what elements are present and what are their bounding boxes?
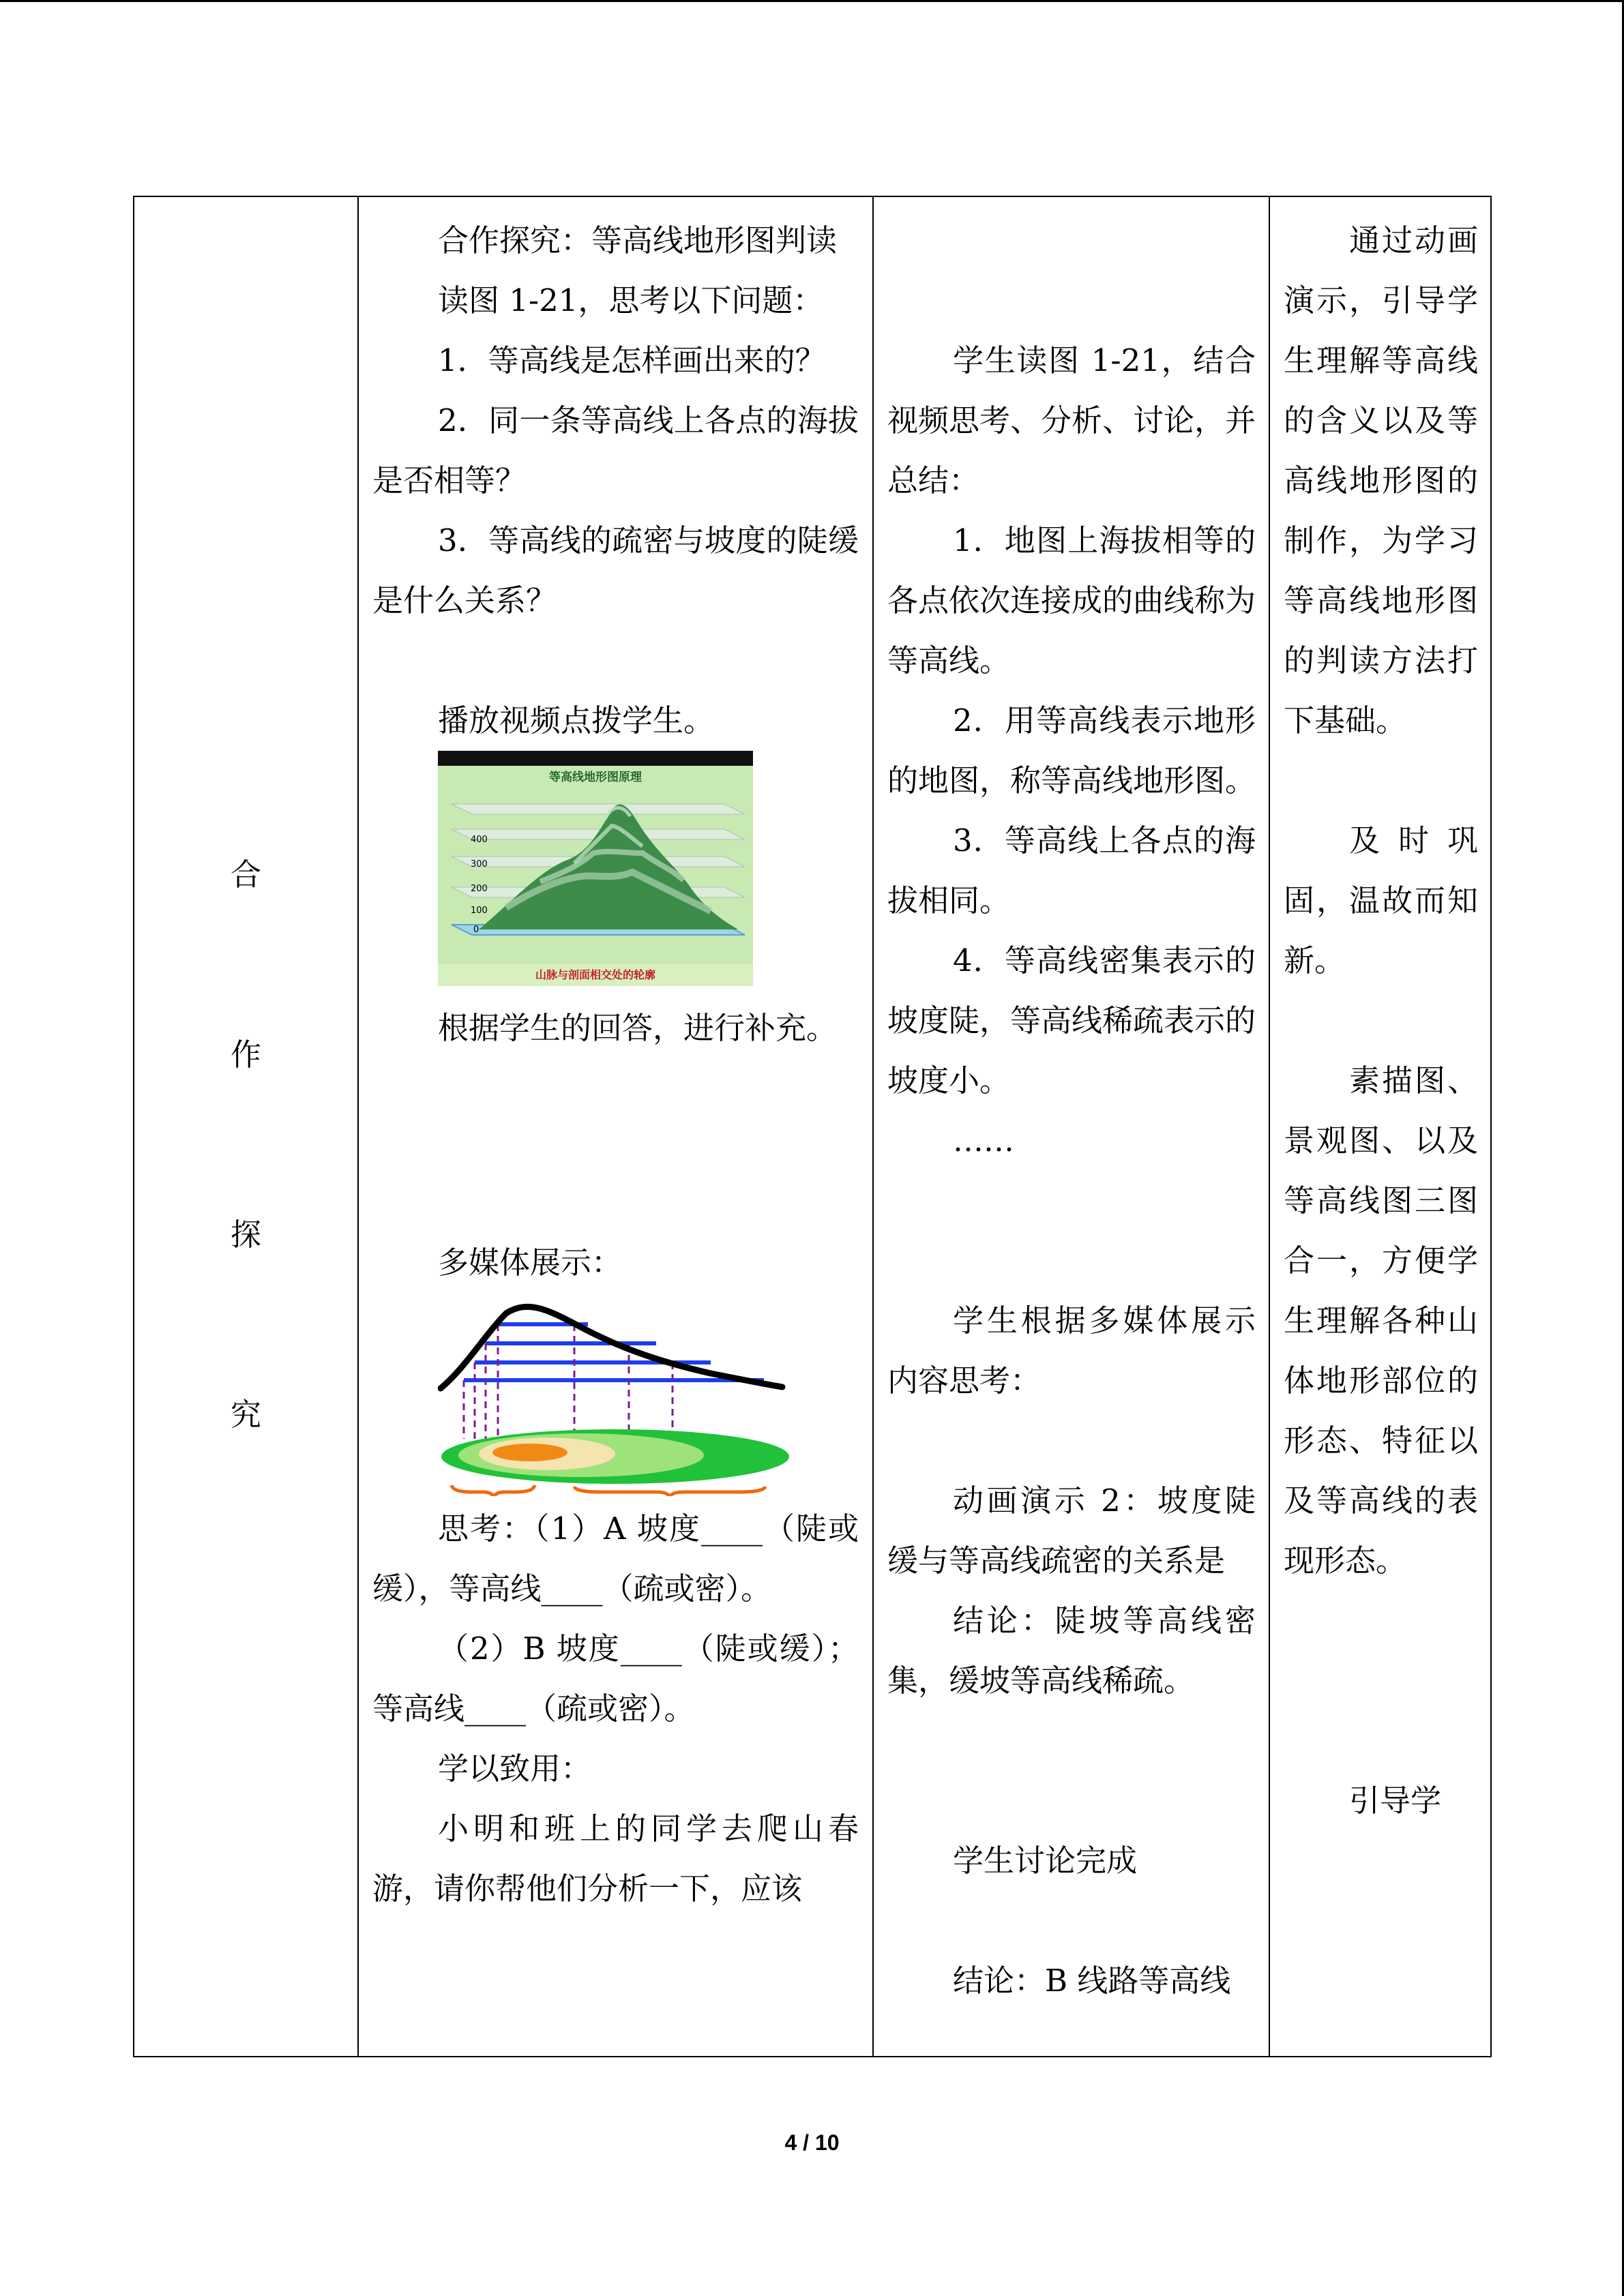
student-activity-cell	[887, 331, 1256, 2011]
student-point-1: 1．地图上海拔相等的各点依次连接成的曲线称为等高线。	[887, 522, 1256, 679]
section-title: 合作探究：等高线地形图判读	[438, 222, 838, 258]
figure-tick-0: 0	[473, 925, 479, 935]
intent-guide: 引导学	[1349, 1783, 1442, 1819]
column-divider-3	[1269, 197, 1270, 2056]
student-summary-intro: 学生读图 1-21，结合视频思考、分析、讨论，并总结：	[887, 342, 1256, 498]
apply-label: 学以致用：	[438, 1750, 592, 1787]
stage-label	[134, 197, 357, 2056]
figure-caption: 山脉与剖面相交处的轮廓	[535, 968, 655, 981]
student-point-2: 2．用等高线表示地形的地图，称等高线地形图。	[887, 702, 1256, 799]
play-video-note: 播放视频点拨学生。	[438, 702, 715, 739]
question-1: 1．等高线是怎样画出来的？	[438, 342, 826, 378]
question-2: 2．同一条等高线上各点的海拔是否相等？	[372, 402, 859, 498]
figure-tick-300: 300	[471, 859, 488, 869]
student-ellipsis: ……	[953, 1122, 1014, 1159]
question-3: 3．等高线的疏密与坡度的陡缓是什么关系？	[372, 522, 859, 618]
student-point-3: 3．等高线上各点的海拔相同。	[887, 822, 1256, 919]
student-multimedia-think: 学生根据多媒体展示内容思考：	[887, 1302, 1256, 1399]
instruction-read-figure: 读图 1-21，思考以下问题：	[438, 282, 824, 318]
intent-consolidate: 及时巩固，温故而知新。	[1284, 822, 1478, 979]
think-question-a: 思考：（1）A 坡度____（陡或缓），等高线____（疏或密）。	[372, 1510, 859, 1607]
stage-char-3: 探	[230, 1217, 261, 1253]
slope-profile-diagram	[438, 1293, 793, 1496]
column-divider-2	[872, 197, 874, 2056]
contour-principle-figure	[438, 751, 753, 986]
slope-contour-figure	[438, 1293, 793, 1496]
think-question-b: （2）B 坡度____（陡或缓）；等高线____（疏或密）。	[372, 1630, 859, 1727]
stage-char-4: 究	[230, 1397, 261, 1433]
page-number: 4 / 10	[784, 2130, 840, 2155]
stage-char-1: 合	[230, 856, 261, 893]
lesson-table	[133, 196, 1492, 2057]
route-conclusion: 结论：B 线路等高线	[953, 1963, 1231, 1999]
intent-three-views: 素描图、景观图、以及等高线图三图合一，方便学生理解各种山体地形部位的形态、特征以及等高线的表现形态。	[1284, 1062, 1478, 1579]
apply-question: 小明和班上的同学去爬山春游，请你帮他们分析一下，应该	[372, 1810, 859, 1907]
slope-conclusion: 结论：陡坡等高线密集，缓坡等高线稀疏。	[887, 1602, 1256, 1699]
page-top-border	[0, 0, 1624, 2]
intent-animation: 通过动画演示，引导学生理解等高线的含义以及等高线地形图的制作，为学习等高线地形图的判读方法打下基础。	[1284, 222, 1478, 739]
supplement-note: 根据学生的回答，进行补充。	[438, 1010, 838, 1046]
column-divider-1	[357, 197, 359, 2056]
figure-tick-200: 200	[471, 884, 488, 894]
design-intent-cell	[1284, 211, 1478, 1831]
teacher-activity-cell	[372, 211, 859, 1919]
stage-char-2: 作	[230, 1037, 261, 1073]
animation-demo-2: 动画演示 2：坡度陡缓与等高线疏密的关系是	[887, 1482, 1256, 1579]
student-discussion: 学生讨论完成	[953, 1843, 1138, 1879]
figure-tick-400: 400	[471, 835, 488, 845]
figure-title: 等高线地形图原理	[549, 771, 642, 784]
figure-tick-100: 100	[471, 906, 488, 916]
multimedia-label: 多媒体展示：	[438, 1244, 623, 1281]
student-point-4: 4．等高线密集表示的坡度陡，等高线稀疏表示的坡度小。	[887, 942, 1256, 1099]
